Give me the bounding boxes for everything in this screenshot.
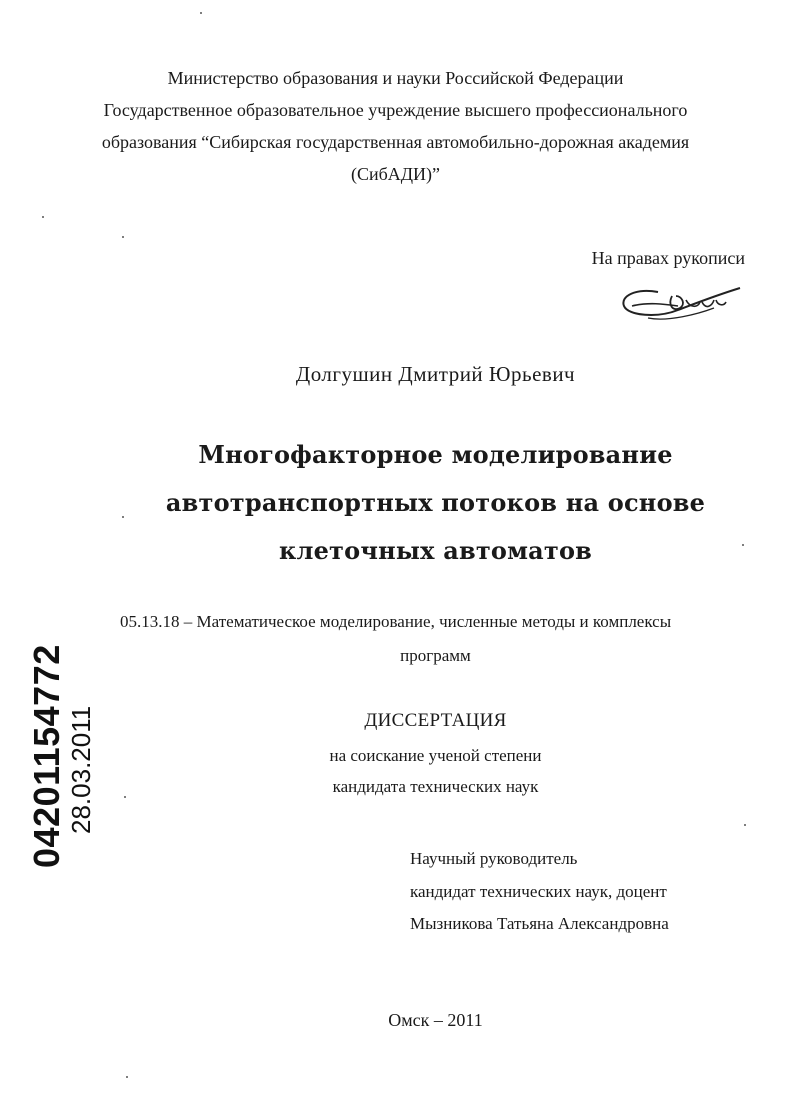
library-stamp-date: 28.03.2011 xyxy=(66,705,96,834)
scan-speck xyxy=(124,796,126,798)
handwritten-signature xyxy=(618,282,746,324)
title-line-3: клеточных автоматов xyxy=(278,536,593,565)
dissertation-label: ДИССЕРТАЦИЯ xyxy=(364,710,507,731)
city-year: Омск – 2011 xyxy=(388,1010,483,1030)
scan-speck xyxy=(126,1076,128,1078)
institution-abbr: (СибАДИ)” xyxy=(350,164,441,184)
degree-line-2: кандидата технических наук xyxy=(332,777,539,796)
library-stamp-number: 04201154772 xyxy=(26,644,67,868)
specialty-line-1: 05.13.18 – Математическое моделирование, численные методы и комплексы xyxy=(120,612,672,631)
scan-speck xyxy=(744,824,746,826)
specialty-line-2: программ xyxy=(400,646,471,665)
scan-speck xyxy=(200,12,202,14)
supervisor-degree: кандидат технических наук, доцент xyxy=(410,882,667,901)
scan-speck xyxy=(122,516,124,518)
scan-speck xyxy=(742,544,744,546)
ministry-line: Министерство образования и науки Российской Федерации xyxy=(167,68,624,88)
supervisor-name: Мызникова Татьяна Александровна xyxy=(410,914,669,933)
title-line-1: Многофакторное моделирование xyxy=(198,440,673,469)
supervisor-label: Научный руководитель xyxy=(410,849,578,868)
institution-line-2: образования “Сибирская государственная автомобильно-дорожная академия xyxy=(101,132,690,152)
institution-line-1: Государственное образовательное учреждение высшего профессионального xyxy=(103,100,688,120)
degree-line-1: на соискание ученой степени xyxy=(329,746,542,765)
scan-speck xyxy=(42,216,44,218)
scan-speck xyxy=(122,236,124,238)
author-name: Долгушин Дмитрий Юрьевич xyxy=(295,362,576,386)
title-line-2: автотранспортных потоков на основе xyxy=(165,488,706,517)
rights-note: На правах рукописи xyxy=(591,248,745,268)
